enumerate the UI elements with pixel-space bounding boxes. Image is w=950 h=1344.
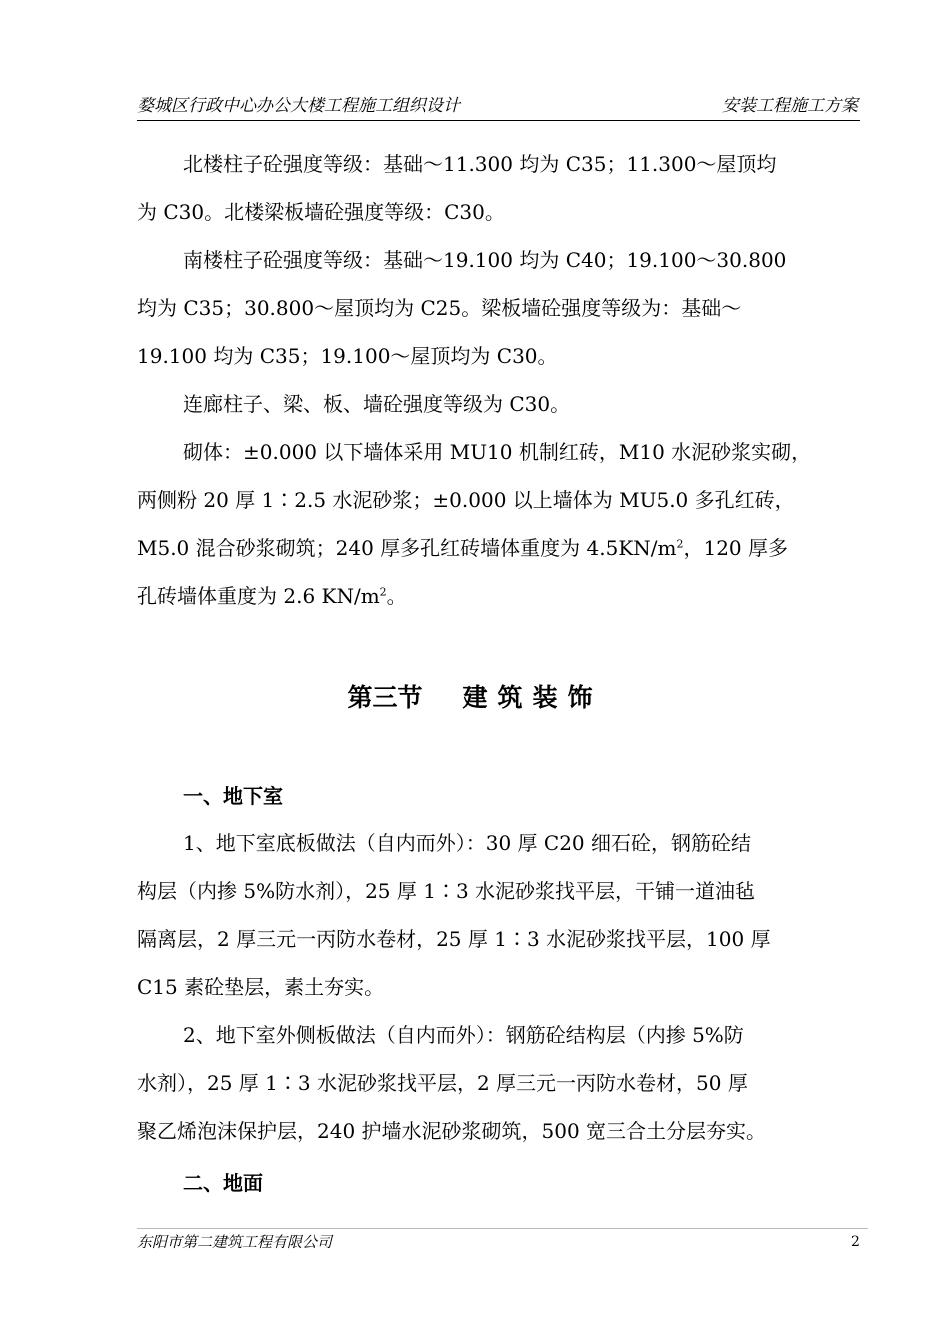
paragraph-line: 两侧粉 20 厚 1∶2.5 水泥砂浆；±0.000 以上墙体为 MU5.0 多孔红砖，: [137, 488, 795, 512]
header-section-title: 安装工程施工方案: [722, 96, 858, 116]
paragraph-line: 砌体：±0.000 以下墙体采用 MU10 机制红砖，M10 水泥砂浆实砌，: [183, 440, 812, 464]
page-header: [137, 96, 860, 121]
paragraph-line: 北楼柱子砼强度等级：基础～11.300 均为 C35；11.300～屋顶均: [183, 152, 777, 176]
superscript: 2: [676, 537, 684, 551]
line-text: 。: [386, 584, 407, 608]
paragraph-line: 隔离层，2 厚三元一丙防水卷材，25 厚 1∶3 水泥砂浆找平层，100 厚: [137, 927, 771, 951]
line-text: 孔砖墙体重度为 2.6 KN/m: [137, 584, 380, 608]
paragraph-line: [137, 572, 860, 620]
footer-company: 东阳市第二建筑工程有限公司: [137, 1233, 333, 1251]
paragraph-line: 1、地下室底板做法（自内而外）：30 厚 C20 细石砼，钢筋砼结: [183, 831, 751, 855]
paragraph-line: C15 素砼垫层，素土夯实。: [137, 975, 385, 999]
subheading-ground: 二、地面: [183, 1171, 263, 1195]
footer-divider: [137, 1228, 868, 1229]
section-heading: [0, 676, 950, 720]
paragraph-line: 构层（内掺 5%防水剂），25 厚 1∶3 水泥砂浆找平层，干铺一道油毡: [137, 879, 756, 903]
line-text: M5.0 混合砂浆砌筑；240 厚多孔红砖墙体重度为 4.5KN/m: [137, 536, 677, 560]
basement-paragraphs: [137, 819, 860, 1155]
paragraph-line: 聚乙烯泡沫保护层，240 护墙水泥砂浆砌筑，500 宽三合土分层夯实。: [137, 1119, 767, 1143]
paragraph-line: 2、地下室外侧板做法（自内而外）：钢筋砼结构层（内掺 5%防: [183, 1023, 744, 1047]
paragraph-line: 19.100 均为 C35；19.100～屋顶均为 C30。: [137, 344, 558, 368]
paragraph-line: [137, 524, 860, 572]
paragraph-line: 均为 C35；30.800～屋顶均为 C25。梁板墙砼强度等级为：基础～: [137, 296, 742, 320]
superscript: 2: [379, 585, 387, 599]
structure-paragraphs: [137, 140, 860, 620]
section-number: 第三节: [347, 683, 423, 712]
line-text: ，120 厚多: [683, 536, 789, 560]
section-title: 建筑装饰: [462, 683, 603, 712]
paragraph-line: 水剂），25 厚 1∶3 水泥砂浆找平层，2 厚三元一丙防水卷材，50 厚: [137, 1071, 748, 1095]
header-document-title: 婺城区行政中心办公大楼工程施工组织设计: [137, 96, 460, 116]
paragraph-line: 连廊柱子、梁、板、墙砼强度等级为 C30。: [183, 392, 571, 416]
paragraph-line: 南楼柱子砼强度等级：基础～19.100 均为 C40；19.100～30.800: [183, 248, 787, 272]
subheading-basement: 一、地下室: [183, 784, 283, 808]
page-number: 2: [851, 1234, 860, 1250]
paragraph-line: 为 C30。北楼梁板墙砼强度等级：C30。: [137, 200, 505, 224]
